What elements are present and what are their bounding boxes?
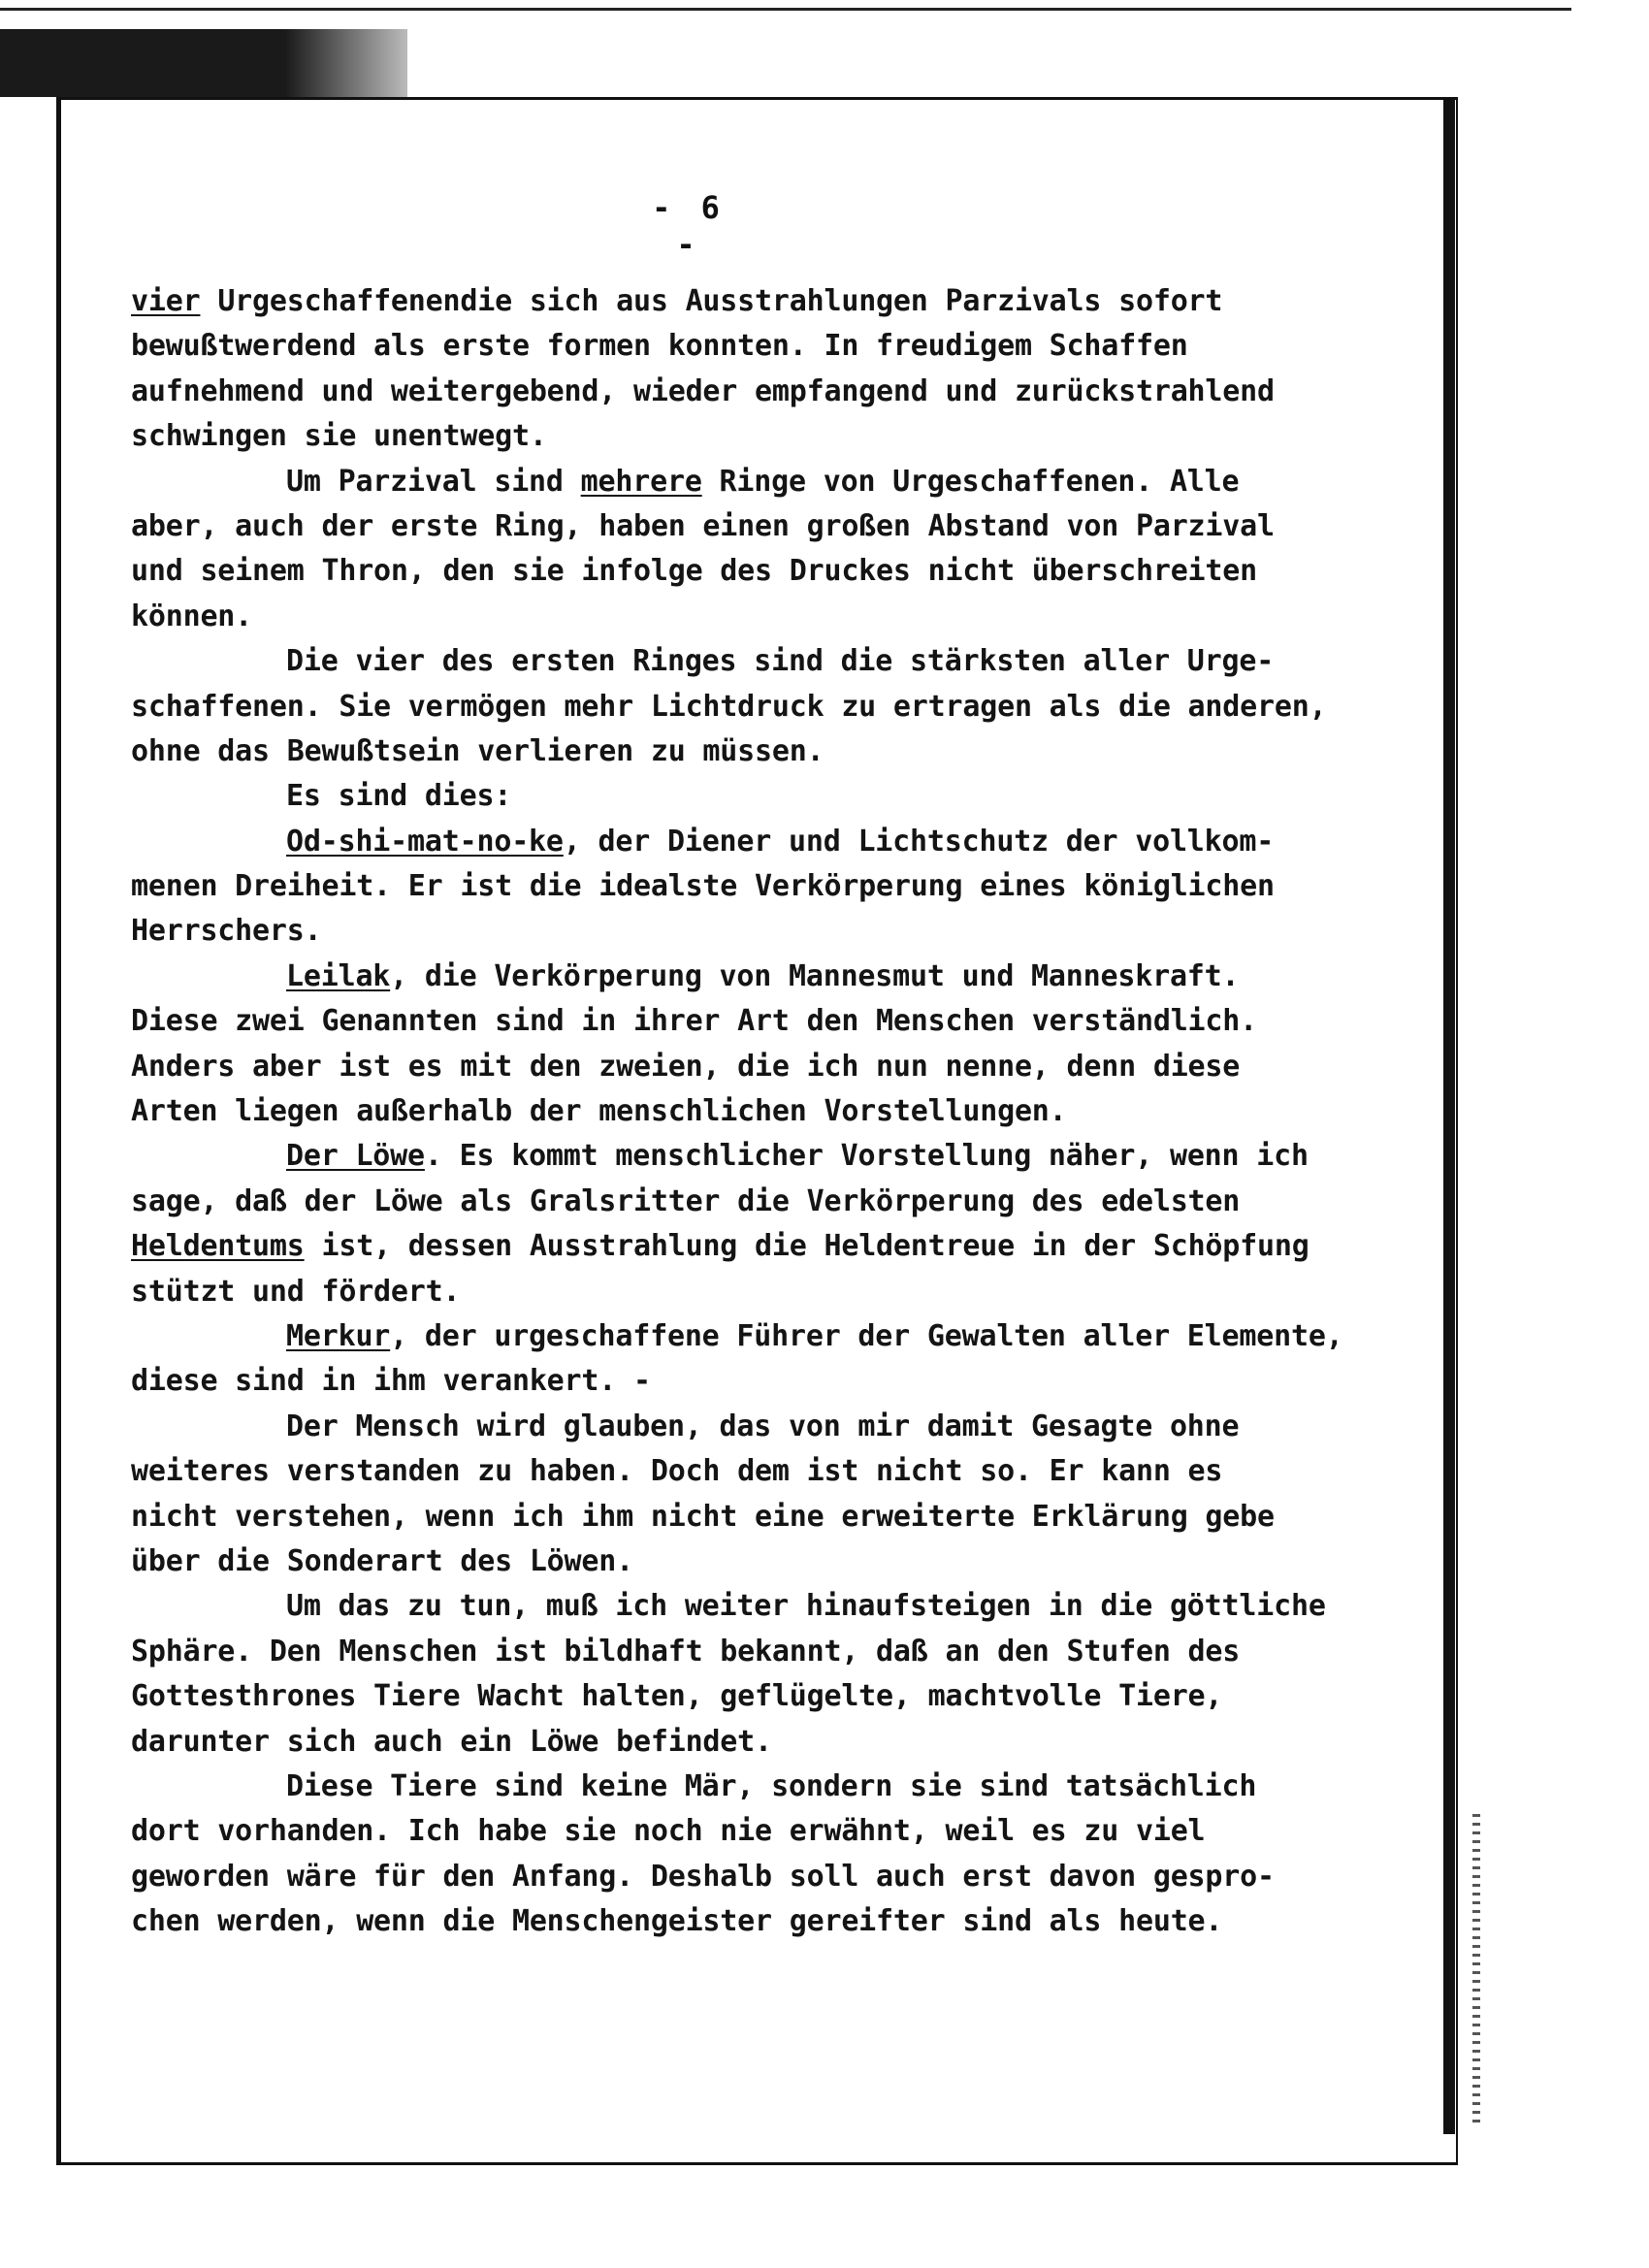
line-text: Anders aber ist es mit den zweien, die ich nun nenne, denn diese: [131, 1049, 1241, 1084]
page-number: - 6 -: [652, 189, 726, 263]
text-line: [131, 1765, 1436, 1809]
underlined-term: mehrere: [580, 464, 702, 499]
text-line: [131, 1584, 1436, 1629]
line-text: Diese zwei Genannten sind in ihrer Art den Menschen verständlich.: [131, 1004, 1257, 1039]
line-text: stützt und fördert.: [131, 1274, 461, 1309]
text-line: [131, 1270, 1436, 1314]
underlined-term: Merkur: [286, 1318, 391, 1353]
line-text: aber, auch der erste Ring, haben einen großen Abstand von Parzival: [131, 508, 1275, 543]
underlined-term: Heldentums: [131, 1229, 305, 1264]
line-text: Urgeschaffenendie sich aus Ausstrahlungen Parzivals sofort: [200, 284, 1223, 318]
text-line: [131, 639, 1436, 684]
line-text: über die Sonderart des Löwen.: [131, 1543, 633, 1578]
text-line: [131, 460, 1436, 504]
text-line: [131, 1045, 1436, 1089]
text-line: [131, 1180, 1436, 1224]
line-text: schwingen sie unentwegt.: [131, 419, 547, 454]
binding-holes: [1472, 1814, 1480, 2124]
text-line: [131, 774, 1436, 819]
line-text: Sphäre. Den Menschen ist bildhaft bekannt, daß an den Stufen des: [131, 1634, 1241, 1669]
text-line: [131, 1809, 1436, 1854]
line-text: Die vier des ersten Ringes sind die stärksten aller Urge-: [286, 644, 1275, 679]
text-line: [131, 1089, 1436, 1134]
line-text: Es sind dies:: [286, 779, 512, 814]
line-text: nicht verstehen, wenn ich ihm nicht eine erweiterte Erklärung gebe: [131, 1499, 1275, 1534]
line-text: Ringe von Urgeschaffenen. Alle: [701, 464, 1240, 499]
underlined-term: Od-shi-mat-no-ke: [286, 824, 564, 859]
line-text: ist, dessen Ausstrahlung die Heldentreue in der Schöpfung: [304, 1229, 1310, 1264]
line-text: aufnehmend und weitergebend, wieder empfangend und zurückstrahlend: [131, 373, 1275, 408]
underlined-term: Der Löwe: [286, 1139, 425, 1174]
text-line: [131, 1449, 1436, 1494]
text-line: [131, 909, 1436, 954]
underlined-term: vier: [131, 284, 201, 318]
text-line: [131, 1539, 1436, 1584]
line-text: Diese Tiere sind keine Mär, sondern sie sind tatsächlich: [286, 1768, 1257, 1803]
text-line: [131, 1224, 1436, 1269]
text-line: [131, 955, 1436, 999]
line-text: geworden wäre für den Anfang. Deshalb soll auch erst davon gespro-: [131, 1859, 1275, 1894]
line-text: ohne das Bewußtsein verlieren zu müssen.: [131, 733, 824, 768]
line-text: weiteres verstanden zu haben. Doch dem ist nicht so. Er kann es: [131, 1454, 1223, 1489]
text-line: [131, 820, 1436, 864]
line-text: Um das zu tun, muß ich weiter hinaufsteigen in die göttliche: [286, 1589, 1326, 1624]
text-line: [131, 999, 1436, 1044]
line-text: , der Diener und Lichtschutz der vollkom-: [563, 824, 1275, 859]
text-line: [131, 370, 1436, 414]
text-line: [131, 1674, 1436, 1719]
text-line: [131, 1495, 1436, 1539]
text-line: [131, 1855, 1436, 1899]
line-text: Arten liegen außerhalb der menschlichen Vorstellungen.: [131, 1094, 1067, 1129]
text-line: [131, 1899, 1436, 1944]
text-line: [131, 1405, 1436, 1449]
line-text: Herrschers.: [131, 914, 322, 949]
line-text: bewußtwerdend als erste formen konnten. In freudigem Schaffen: [131, 329, 1188, 364]
underlined-term: Leilak: [286, 958, 391, 993]
line-text: Um Parzival sind: [286, 464, 581, 499]
text-line: [131, 504, 1436, 549]
text-line: [131, 549, 1436, 594]
line-text: chen werden, wenn die Menschengeister gereifter sind als heute.: [131, 1904, 1223, 1939]
line-text: schaffenen. Sie vermögen mehr Lichtdruck zu ertragen als die anderen,: [131, 689, 1327, 724]
line-text: und seinem Thron, den sie infolge des Druckes nicht überschreiten: [131, 554, 1257, 589]
line-text: sage, daß der Löwe als Gralsritter die Verkörperung des edelsten: [131, 1183, 1241, 1218]
text-line: [131, 595, 1436, 639]
line-text: dort vorhanden. Ich habe sie noch nie erwähnt, weil es zu viel: [131, 1814, 1206, 1849]
line-text: können.: [131, 599, 253, 633]
text-line: [131, 1134, 1436, 1179]
line-text: , der urgeschaffene Führer der Gewalten aller Elemente,: [390, 1318, 1343, 1353]
binding-edge: [1443, 97, 1455, 2134]
text-line: [131, 1314, 1436, 1359]
line-text: , die Verkörperung von Mannesmut und Manneskraft.: [390, 958, 1240, 993]
text-line: [131, 729, 1436, 774]
scan-smudge: [0, 29, 407, 97]
line-text: diese sind in ihm verankert. -: [131, 1364, 651, 1399]
text-line: [131, 1359, 1436, 1404]
text-line: [131, 324, 1436, 369]
text-line: [131, 279, 1436, 324]
line-text: . Es kommt menschlicher Vorstellung näher, wenn ich: [424, 1139, 1309, 1174]
line-text: Gottesthrones Tiere Wacht halten, geflügelte, machtvolle Tiere,: [131, 1679, 1223, 1714]
line-text: darunter sich auch ein Löwe befindet.: [131, 1724, 772, 1759]
line-text: Der Mensch wird glauben, das von mir damit Gesagte ohne: [286, 1409, 1240, 1443]
text-line: [131, 1720, 1436, 1765]
text-line: [131, 1630, 1436, 1674]
typewritten-body: [131, 279, 1436, 1944]
text-line: [131, 414, 1436, 459]
text-line: [131, 864, 1436, 909]
text-line: [131, 685, 1436, 729]
scan-edge-line: [0, 8, 1571, 11]
line-text: menen Dreiheit. Er ist die idealste Verkörperung eines königlichen: [131, 869, 1275, 904]
